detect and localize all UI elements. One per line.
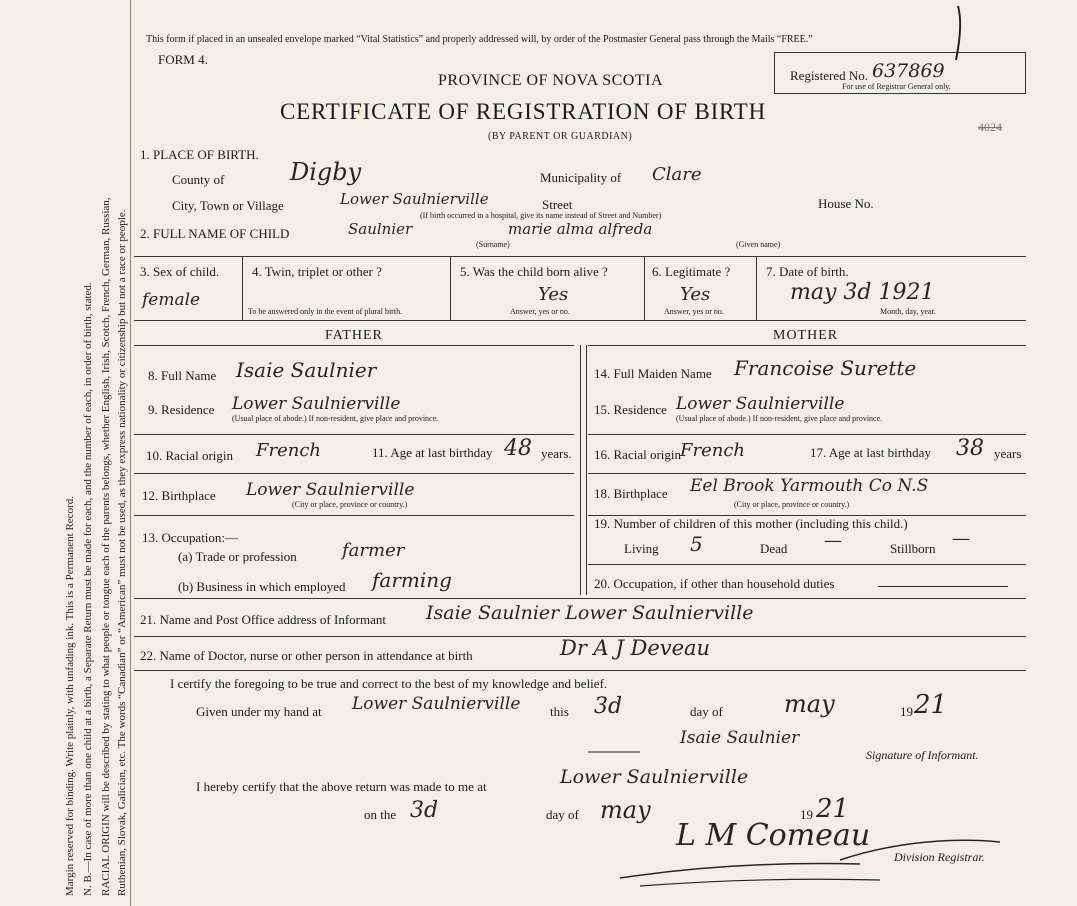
mother-age-label: 17. Age at last birthday — [810, 445, 931, 460]
place-of-birth-label: 1. PLACE OF BIRTH. — [140, 147, 259, 162]
twin-note: To be answered only in the event of plural birth. — [248, 307, 403, 316]
form-number: FORM 4. — [158, 52, 208, 67]
given-name-note: (Given name) — [736, 240, 781, 249]
children-label: 19. Number of children of this mother (including this child.) — [594, 516, 908, 531]
surname-note: (Surname) — [476, 240, 510, 249]
legitimate-value: Yes — [680, 284, 711, 305]
mother-occupation-dash — [878, 586, 1008, 587]
row3-divider — [450, 256, 451, 320]
business-label: (b) Business in which employed — [178, 579, 346, 594]
living-value: 5 — [690, 532, 703, 556]
mother-rule — [588, 564, 1026, 565]
father-racial-value: French — [256, 440, 322, 461]
child-name-label: 2. FULL NAME OF CHILD — [140, 226, 290, 241]
mother-residence-label: 15. Residence — [594, 402, 667, 417]
child-surname: Saulnier — [348, 220, 413, 238]
mother-residence-value: Lower Saulnierville — [676, 394, 845, 414]
on-day-of: day of — [546, 807, 579, 822]
mother-birthplace-note: (City or place, province or country.) — [734, 500, 850, 509]
stamp-number: 4024 — [978, 120, 1002, 134]
date-note: Month, day, year. — [880, 307, 936, 316]
postal-note: This form if placed in an unsealed envelope marked “Vital Statistics” and properly addressed will, by order of the Postmaster General pass through the Mails “FREE.” — [146, 34, 813, 45]
margin-rule — [130, 0, 131, 906]
father-rule — [134, 473, 574, 474]
center-divider — [586, 345, 587, 595]
given-day-of: day of — [690, 704, 723, 719]
on-year: 21 — [816, 794, 850, 824]
informant-signature: Isaie Saulnier — [680, 728, 800, 748]
given-place: Lower Saulnierville — [352, 694, 521, 714]
father-racial-label: 10. Racial origin — [146, 448, 234, 463]
father-rule — [134, 515, 574, 516]
mother-heading: MOTHER — [773, 328, 839, 343]
father-birthplace-note: (City or place, province or country.) — [292, 500, 408, 509]
trade-label: (a) Trade or profession — [178, 549, 297, 564]
margin-instruction-1: Margin reserved for binding. Write plainly, with unfading ink. This is a Permanent Record. — [64, 496, 76, 896]
mother-occupation-label: 20. Occupation, if other than household duties — [594, 576, 835, 591]
legitimate-note: Answer, yes or no. — [664, 307, 724, 316]
row3-divider — [756, 256, 757, 320]
mother-name-label: 14. Full Maiden Name — [594, 366, 712, 381]
mother-age-value: 38 — [956, 436, 984, 461]
row3-divider — [644, 256, 645, 320]
row3-top-rule — [134, 256, 1026, 257]
trade-value: farmer — [342, 540, 405, 561]
mother-racial-value: French — [680, 440, 746, 461]
on-day: 3d — [410, 798, 439, 823]
county-label: County of — [172, 172, 225, 187]
registrar-signature: L M Comeau — [676, 818, 871, 853]
father-occupation-label: 13. Occupation:— — [142, 530, 239, 545]
living-label: Living — [624, 541, 659, 556]
twin-label: 4. Twin, triplet or other ? — [252, 264, 382, 279]
father-age-label: 11. Age at last birthday — [372, 445, 493, 460]
dead-label: Dead — [760, 541, 788, 556]
informant-value: Isaie Saulnier Lower Saulnierville — [426, 602, 754, 624]
municipality-label: Municipality of — [540, 170, 622, 185]
on-month: may — [600, 796, 651, 824]
father-birthplace-label: 12. Birthplace — [142, 488, 216, 503]
father-residence-value: Lower Saulnierville — [232, 394, 401, 414]
certificate-title: CERTIFICATE OF REGISTRATION OF BIRTH — [280, 99, 767, 124]
date-value: may 3d 1921 — [790, 280, 935, 305]
section-rule — [134, 598, 1026, 599]
row3-divider — [242, 256, 243, 320]
informant-label: 21. Name and Post Office address of Informant — [140, 612, 386, 627]
registered-number: 637869 — [872, 60, 945, 82]
father-heading: FATHER — [325, 328, 383, 343]
sex-label: 3. Sex of child. — [140, 264, 220, 279]
on-year-prefix: 19 — [800, 807, 813, 822]
street-label: Street — [542, 197, 573, 212]
margin-instruction-2: N. B.—In case of more than one child at a birth, a Separate Return must be made for each, and the number of each, in order of birth, stated. — [82, 282, 94, 896]
father-name-label: 8. Full Name — [148, 368, 217, 383]
mother-residence-note: (Usual place of abode.) If non-resident, give place and province. — [676, 414, 883, 423]
father-residence-note: (Usual place of abode.) If non-resident, give place and province. — [232, 414, 439, 423]
hospital-note: (If birth occurred in a hospital, give its name instead of Street and Number) — [420, 211, 662, 220]
business-value: farming — [372, 568, 452, 592]
mother-rule — [588, 473, 1026, 474]
alive-label: 5. Was the child born alive ? — [460, 264, 608, 279]
municipality-value: Clare — [652, 164, 702, 185]
legitimate-label: 6. Legitimate ? — [652, 264, 731, 279]
margin-instruction-4: Ruthenian, Slovak, Galician, etc. The words “Canadian” or “American” must not be used, as they express nationality or citizenship but not a race or people. — [116, 209, 128, 896]
city-value: Lower Saulnierville — [340, 190, 489, 208]
registrar-note: For use of Registrar General only. — [842, 82, 951, 91]
father-name-value: Isaie Saulnier — [236, 358, 377, 382]
father-rule — [134, 434, 574, 435]
province-heading: PROVINCE OF NOVA SCOTIA — [438, 72, 664, 89]
row3-bottom-rule — [134, 320, 1026, 321]
margin-instruction-3: RACIAL ORIGIN will be described by stating to what people or tongue each of the parents belongs, whether English, Irish, Scotch, French, German, Russian, — [100, 197, 112, 896]
given-year: 21 — [914, 690, 948, 720]
mother-birthplace-value: Eel Brook Yarmouth Co N.S — [690, 476, 929, 496]
doctor-label: 22. Name of Doctor, nurse or other person in attendance at birth — [140, 648, 473, 663]
sex-value: female — [142, 290, 201, 310]
father-birthplace-value: Lower Saulnierville — [246, 480, 415, 500]
father-age-value: 48 — [504, 436, 532, 461]
given-year-prefix: 19 — [900, 704, 913, 719]
mother-rule — [588, 434, 1026, 435]
section-rule — [134, 670, 1026, 671]
doctor-value: Dr A J Deveau — [560, 636, 711, 660]
county-value: Digby — [290, 158, 362, 186]
stillborn-value: — — [952, 528, 970, 549]
hereby-place: Lower Saulnierville — [560, 766, 749, 788]
registered-label: Registered No. — [790, 68, 868, 83]
informant-signature-label: Signature of Informant. — [866, 748, 979, 762]
stillborn-label: Stillborn — [890, 541, 936, 556]
alive-value: Yes — [538, 284, 569, 305]
house-no-label: House No. — [818, 196, 874, 211]
city-label: City, Town or Village — [172, 198, 284, 213]
hereby-text: I hereby certify that the above return was made to me at — [196, 779, 487, 794]
date-label: 7. Date of birth. — [766, 264, 849, 279]
given-label: Given under my hand at — [196, 704, 322, 719]
child-given-name: marie alma alfreda — [508, 220, 653, 238]
certify-text: I certify the foregoing to be true and correct to the best of my knowledge and belief. — [170, 676, 608, 691]
center-divider — [580, 345, 581, 595]
father-rule — [134, 345, 574, 346]
mother-racial-label: 16. Racial origin — [594, 447, 682, 462]
this-label: this — [550, 704, 569, 719]
mother-rule — [588, 345, 1026, 346]
father-residence-label: 9. Residence — [148, 402, 215, 417]
given-day: 3d — [594, 694, 623, 719]
binding-margin — [0, 0, 128, 906]
given-month: may — [784, 690, 835, 718]
certificate-subtitle: (BY PARENT OR GUARDIAN) — [488, 131, 633, 142]
alive-note: Answer, yes or no. — [510, 307, 570, 316]
on-the-label: on the — [364, 807, 397, 822]
father-years: years. — [541, 446, 572, 461]
mother-name-value: Francoise Surette — [734, 356, 917, 380]
mother-birthplace-label: 18. Birthplace — [594, 486, 668, 501]
registrar-label: Division Registrar. — [894, 850, 985, 864]
dead-value: — — [824, 530, 842, 551]
mother-years: years — [994, 446, 1022, 461]
